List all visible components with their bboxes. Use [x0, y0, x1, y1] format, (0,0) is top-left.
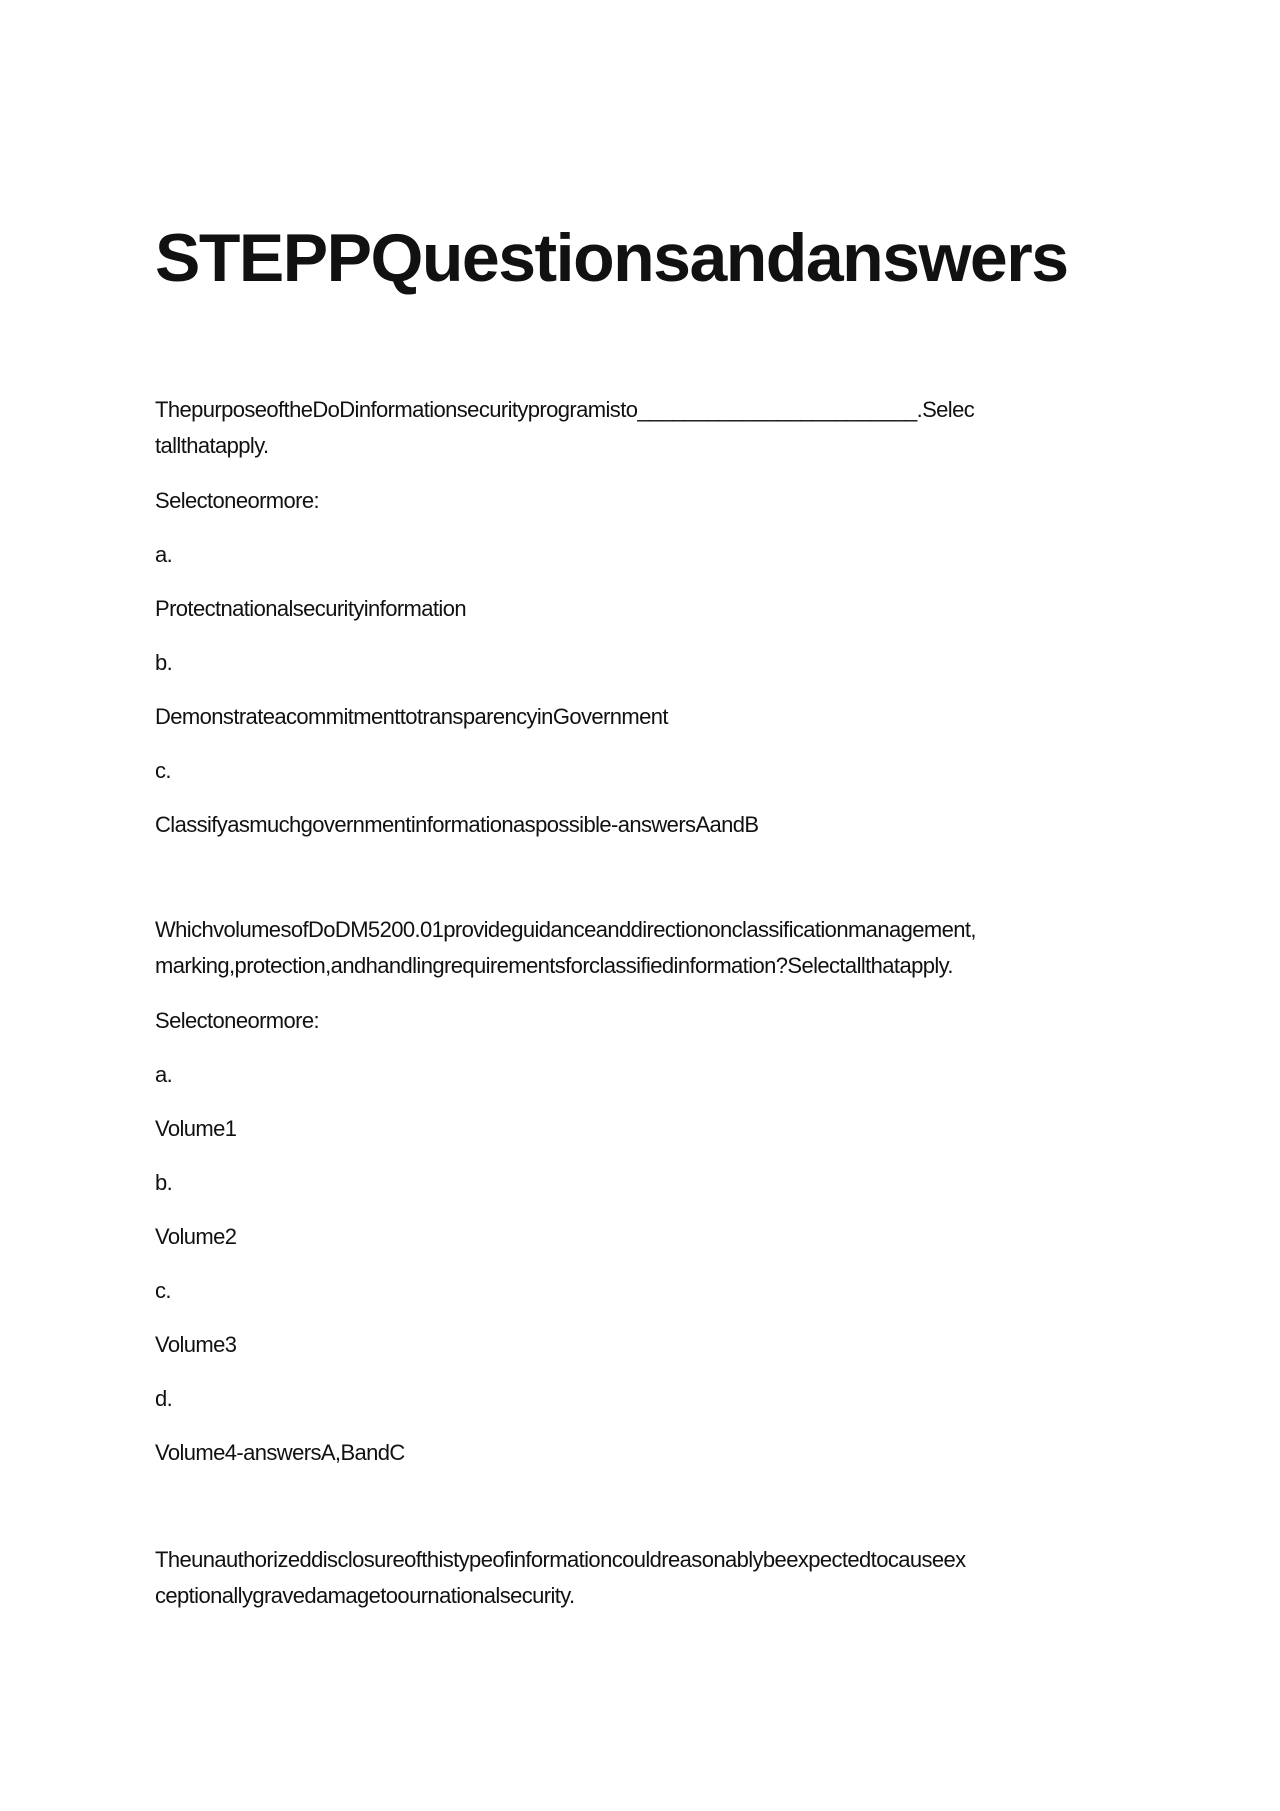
question-2-option-d-text: Volume4-answersA,BandC [155, 1440, 405, 1465]
question-2-instruction: Selectoneormore: [155, 1008, 320, 1033]
question-1-option-b-letter: b. [155, 650, 173, 675]
question-2-option-b-text: Volume2 [155, 1224, 237, 1249]
question-1-option-a-letter: a. [155, 542, 173, 567]
question-1-prompt-line-1: ThepurposeoftheDoDinformationsecurityprogramisto________________________.Selec [155, 397, 975, 422]
question-2-option-c-text: Volume3 [155, 1332, 237, 1357]
question-2-prompt-line-1: WhichvolumesofDoDM5200.01provideguidanceanddirectiononclassificationmanagement, [155, 917, 976, 942]
question-1-option-c-text: Classifyasmuchgovernmentinformationaspossible-answersAandB [155, 812, 759, 837]
question-2-prompt-line-2: marking,protection,andhandlingrequirementsforclassifiedinformation?Selectallthatapply. [155, 953, 953, 978]
question-1-instruction: Selectoneormore: [155, 488, 320, 513]
question-1-prompt-line-2: tallthatapply. [155, 433, 269, 458]
question-2-option-a-letter: a. [155, 1062, 173, 1087]
question-2-option-a-text: Volume1 [155, 1116, 237, 1141]
question-1-option-a-text: Protectnationalsecurityinformation [155, 596, 466, 621]
question-3-prompt-line-2: ceptionallygravedamagetoournationalsecurity. [155, 1583, 575, 1608]
question-3-prompt-line-1: Theunauthorizeddisclosureofthistypeofinformationcouldreasonablybeexpectedtocauseex [155, 1547, 966, 1572]
question-2-option-d-letter: d. [155, 1386, 173, 1411]
question-1-option-b-text: DemonstrateacommitmenttotransparencyinGovernment [155, 704, 668, 729]
question-1-option-c-letter: c. [155, 758, 171, 783]
document-title: STEPPQuestionsandanswers [155, 220, 1068, 296]
question-2-option-b-letter: b. [155, 1170, 173, 1195]
question-2-option-c-letter: c. [155, 1278, 171, 1303]
